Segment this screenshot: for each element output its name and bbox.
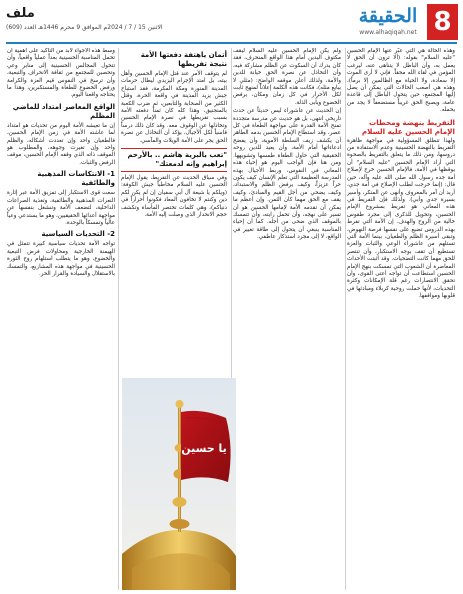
- article-paragraph: إن الحديث عن عاشوراء ليس حديثاً عن حدث تاريخي انتهى، بل هو حديث عن مدرسة متجددة تمنح الأمة القدرة على مواجهة الطغاة في كل عصر، وقد استطاع الإمام الحسين بدمه الطاهر أن يكشف زيف السلطة الأموية، وأن يفضح ادعاءاتها أمام الأمة، وأن يعيد للدين روحه الحقيقية التي حاول الطغاة طمسها وتشويهها. ومن هنا فإن الواجب اليوم هو إحياء هذه المعاني في النفوس، وربط الأجيال بهذه المدرسة العظيمة التي تعلم الإنسان كيف يكون حراً عزيزاً، وكيف يرفض الظلم والاستبداد، وكيف يضحي من أجل القيم والمبادئ، وكيف يقف مع الحق مهما كان الثمن. وإن أعظم ما يمكن أن تقدمه الأمة لإمامها الحسين هو أن تسير على نهجه، وأن تحمل رايته، وأن تتمسك بالموقف الذي ضحى من أجله. كما أن إحياء المناسبة ينبغي أن يتحول إلى طاقة تغيير في الواقع، لا إلى مجرد استذكار عاطفي.: [233, 108, 341, 241]
- logo-text: الحقيقة: [358, 5, 418, 27]
- article-paragraph: ولهذا تنطلق المسؤولية في مواجهة ظاهرة التفريط بالنهضة الحسينية وعدم الاستفادة من دروسها، ومن ذلك ما يتعلق بالتفريط بالصحوة التي أراد الإمام الحسين "عليه السلام" أن يوقظها في الأمة، فالإمام الحسين خرج لإصلاح أمة جده رسول الله صلى الله عليه وآله، حين قال: (إنما خرجت لطلب الإصلاح في أمة جدي، أريد أن آمر بالمعروف وأنهى عن المنكر، وأسير بسيرة جدي وأبي). ولذلك فإن التفريط في هذه المعاني هو تفريط بمشروع الإمام الحسين، وتحويل للذكرى إلى مجرد طقوس خالية من الروح والهدف. إن الأمة التي تفرط بهذه الدروس تضيع على نفسها فرصة النهوض، وتبقى أسيرة الظلم والطغيان، بينما الأمة التي تستلهم من عاشوراء الوعي والثبات والعزة تستطيع أن تقف بوجه الاستكبار، وأن تنتصر للحق مهما كانت التضحيات. وقد أثبتت الأحداث المعاصرة أن الشعوب التي تمسكت بنهج الإمام الحسين استطاعت أن تواجه أعتى القوى، وأن تحقق الانتصارات رغم قلة الإمكانات وكثرة التحديات، لأنها حملت روحية كربلاء ومبادئها في قلوبها ومواقفها.: [347, 137, 455, 300]
- article-paragraph: وفي سياق الحديث عن التفريط، يقول الإمام الحسين عليه السلام مخاطباً جيش الكوفة: (ويلكم يا شيعة آل أبي سفيان إن لم يكن لكم دين وكنتم لا تخافون المعاد فكونوا أحراراً في دنياكم)، وهي كلمات تختصر المأساة وتكشف حجم الانحدار الذي وصلت إليه الأمة.: [121, 175, 227, 219]
- article-paragraph: إن ما تعيشه الأمة اليوم من تحديات هو امتداد لما عاشته الأمة في زمن الإمام الحسين، فالطغيان واحد وإن تعددت أشكاله، والظلم واحد وإن تغيرت وجوهه، والمطلوب هو الموقف ذاته الذي وقفه الإمام الحسين، موقف الرفض والثبات.: [7, 122, 115, 166]
- issue-dateline: الاثنين 15 / 7 / 2024م الموافق 9 محرم 1446هـ العدد (609): [6, 24, 163, 31]
- article-paragraph: لم يتوقف الأمر عند قتل الإمام الحسين وأهل بيته، بل امتد الإجرام اليزيدي ليطال حرمات المدينة المنورة ومكة المكرمة، فقد استباح جيش يزيد المدينة في واقعة الحرة، وقتل الكثير من الصحابة والتابعين، ثم ضرب الكعبة بالمنجنيق، وهذا كله كان ثمناً دفعته الأمة بسبب تفريطها في نصرة الإمام الحسين وتخاذلها عن الوقوف معه. وقد كان ذلك درساً قاسياً لكل الأجيال، يؤكد أن التخاذل عن نصرة الحق يجر على الأمة الويلات والمآسي.: [121, 71, 227, 144]
- article-column-1: [347, 48, 455, 590]
- article-column-3: [121, 48, 227, 374]
- article-paragraph: وهذه الحالة هي التي عبّر عنها الإمام الحسين "عليه السلام" بقوله: (ألا ترون أن الحق لا يعمل به، وأن الباطل لا يتناهى عنه، ليرغب المؤمن في لقاء الله محقاً. فإني لا أرى الموت إلا سعادة، ولا الحياة مع الظالمين إلا برماً)، وهذه هي أصعب الحالات التي يمكن أن يصل إليها المجتمع، حين يتحول الباطل إلى قاعدة عامة، ويصبح الحق غريباً مستضعفاً لا يجد من يحمله.: [347, 48, 455, 114]
- article-column-4: [7, 48, 115, 590]
- article-subheading: 1- الانتكاسات المذهبية والطائفية: [37, 170, 115, 188]
- section-title: ملف: [6, 6, 35, 21]
- article-paragraph: تواجه الأمة تحديات سياسية كبيرة تتمثل في الهيمنة الخارجية ومحاولات فرض التبعية والخضوع، وهو ما يتطلب استلهام روح الثورة الحسينية في مواجهة هذه المشاريع، والتمسك بالاستقلال والسيادة والقرار الحر.: [7, 241, 115, 277]
- banner-text: يا حسين: [181, 442, 227, 455]
- article-paragraph: وسط هذه الأجواء لابد من التأكيد على أهمية أن تحمل المناسبة الحسينية بعداً عملياً واقعياً، وأن تتحول المجالس الحسينية إلى منابر وعي وتحصين للمجتمع من ثقافة الانحراف والتبعية، وأن ترسخ في النفوس قيم العزة والكرامة ورفض الخضوع للطغاة والمستكبرين، وهذا ما يحتاجه واقعنا اليوم.: [7, 48, 115, 99]
- page-number: 8: [427, 4, 458, 40]
- column-divider: [345, 48, 346, 590]
- article-paragraph: ولم يكن الإمام الحسين عليه السلام ليقف مكتوف اليدين أمام هذا الواقع المنحرف، فقد كان يدرك أن السكوت عن الظلم مشاركة فيه، وأن التخاذل عن نصرة الحق خيانة للدين والأمة، ولذلك أعلن موقفه الواضح: (مثلي لا يبايع مثله)، فكانت هذه الكلمة إعلاناً لمنهج ثابت لكل الأحرار في كل زمان ومكان، يرفض الخضوع ويأبى الذلة.: [233, 48, 341, 106]
- newspaper-logo[interactable]: [353, 6, 423, 40]
- page-header: [0, 0, 463, 44]
- shrine-dome-photo: [122, 378, 236, 590]
- article-subheading: التفريط بنهضة ومحطات الإمام الحسين عليه السلام: [361, 117, 455, 136]
- logo-url[interactable]: www.alhaqiqah.net: [359, 29, 417, 36]
- article-column-2: [233, 48, 341, 590]
- article-subheading: أتمان ياهتفة دفعتها الأمة نتيجة تفريطها: [140, 51, 227, 68]
- column-divider: [118, 48, 119, 590]
- article-subheading: الواقع المعاصر امتداد للماضي المظلم: [12, 102, 115, 120]
- header-rule: [6, 42, 457, 44]
- article-paragraph: سعت قوى الاستكبار إلى تمزيق الأمة عبر إثارة النعرات المذهبية والطائفية، وتغذية الصراعات الداخلية، لتضعف الأمة وتنشغل بنفسها عن مواجهة أعدائها الحقيقيين، وهو ما يستدعي وعياً عالياً وتمسكاً بالوحدة.: [7, 190, 115, 226]
- article-subheading: 2- التحديات السياسية: [41, 230, 115, 239]
- pull-quote: "تعب بالبرية هاشم .. بالأرحم إبراهيم وإنه لدمعتك": [121, 148, 227, 172]
